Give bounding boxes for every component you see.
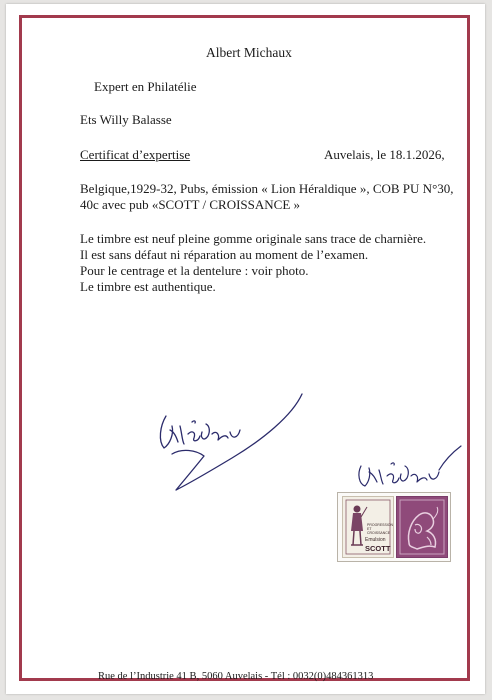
lion-stamp [396,496,448,558]
description-line: 40c avec pub «SCOTT / CROISSANCE » [80,197,301,212]
stamp-photo [337,492,451,562]
certificate-page [6,4,485,694]
statement-line: Le timbre est authentique. [80,279,216,294]
signature-large [152,386,322,516]
expert-title: Expert en Philatélie [94,79,197,94]
footer-address: Rue de l’Industrie 41 B, 5060 Auvelais - Tél : 0032(0)484361313 [98,671,374,682]
description-line: Belgique,1929-32, Pubs, émission « Lion Héraldique », COB PU N°30, [80,181,454,196]
statement-line: Il est sans défaut ni réparation au moment de l’examen. [80,247,369,262]
advertising-label [342,496,394,558]
expert-name: Albert Michaux [206,45,292,60]
expert-firm: Ets Willy Balasse [80,112,172,127]
lion-heraldic-icon [397,497,447,557]
place-date: Auvelais, le 18.1.2026, [324,147,445,162]
pub-small-text: PROGRESSION ET CROISSANCE [367,523,394,535]
pub-emulsion-text: Emulsion [365,537,386,543]
statement-line: Le timbre est neuf pleine gomme originale sans trace de charnière. [80,231,427,246]
statement-line: Pour le centrage et la dentelure : voir photo. [80,263,309,278]
certificate-heading: Certificat d’expertise [80,147,191,162]
pub-brand-text: SCOTT [365,544,391,553]
